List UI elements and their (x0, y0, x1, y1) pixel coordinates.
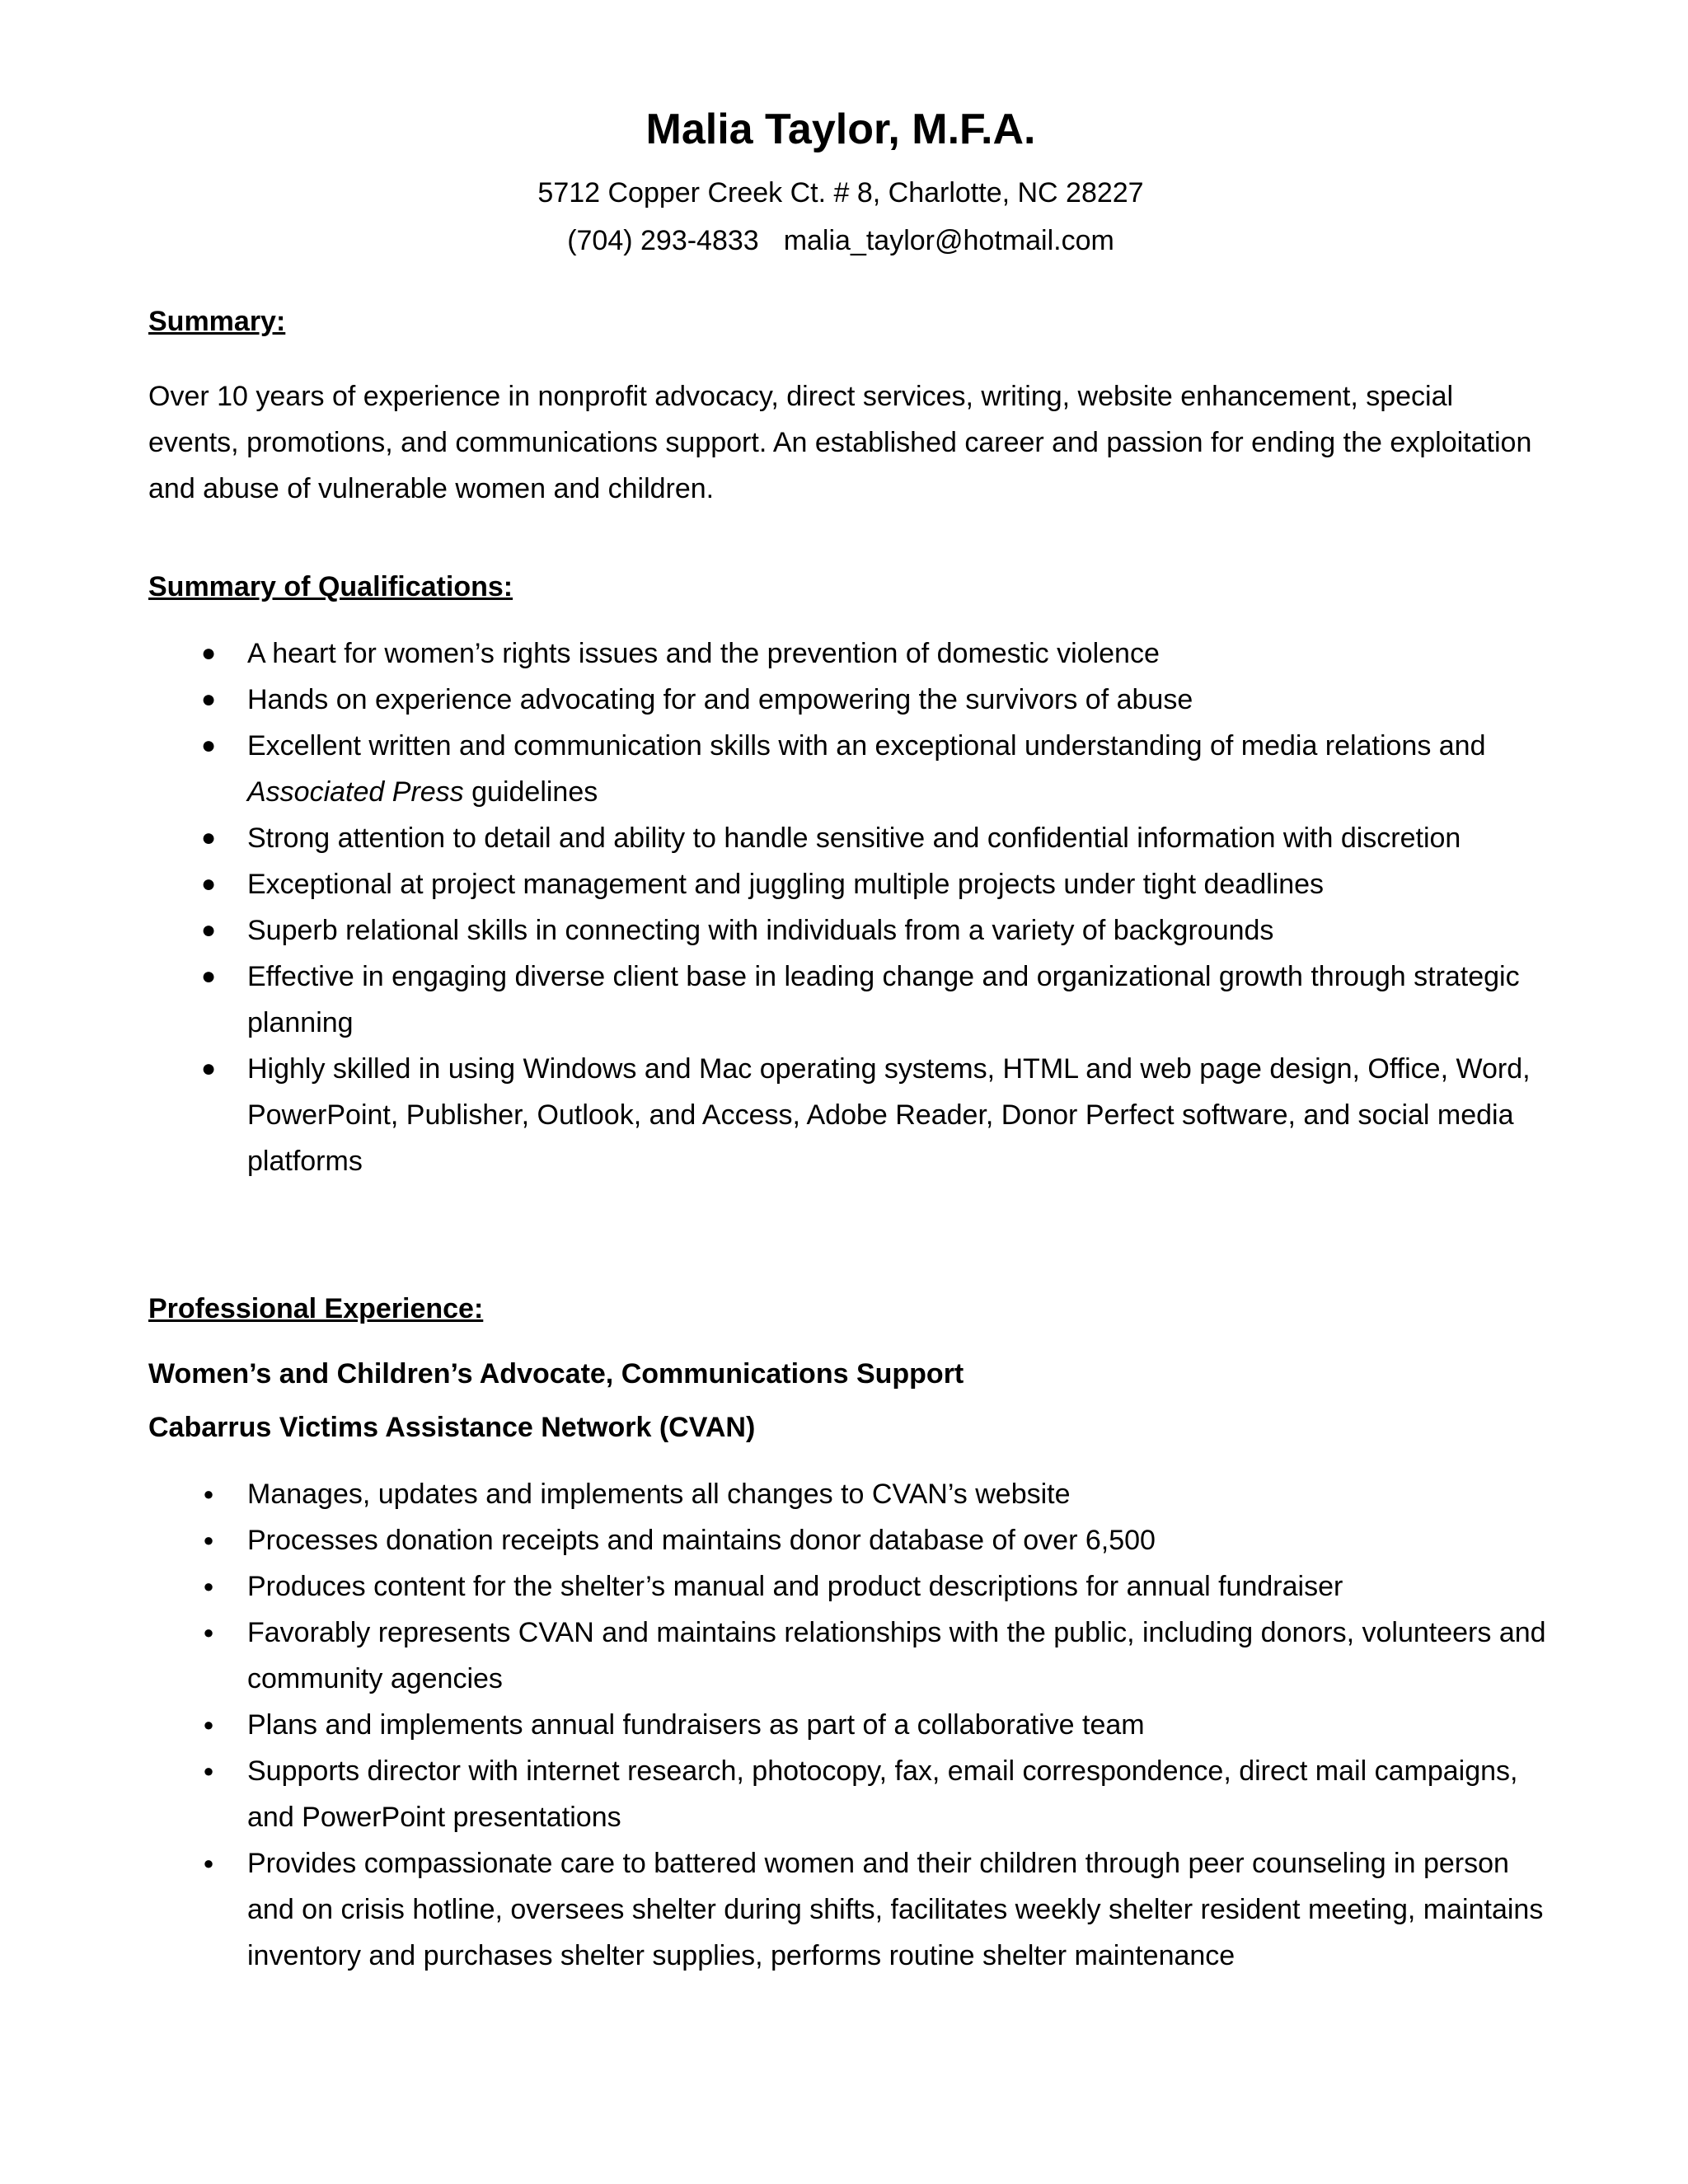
list-item (148, 1046, 1550, 1184)
list-item (148, 815, 1550, 861)
bullet-icon: ● (200, 870, 217, 898)
contact-line (148, 221, 1533, 260)
qualification-text: Highly skilled in using Windows and Mac operating systems, HTML and web page design, Office, Word, PowerPoint, Publisher, Outlook, and Access, Adobe Reader, Donor Perfect software, and social media platforms (247, 1053, 1531, 1177)
resume-page (148, 0, 1550, 2184)
qualification-text: Excellent written and communication skills with an exceptional understanding of media relations and (247, 730, 1486, 762)
list-item (148, 677, 1550, 723)
job-title: Women’s and Children’s Advocate, Communications Support (148, 1358, 964, 1390)
bullet-icon: ● (203, 1853, 214, 1873)
qualifications-heading: Summary of Qualifications: (148, 571, 513, 602)
qualification-text: Hands on experience advocating for and empowering the survivors of abuse (247, 684, 1193, 715)
candidate-name: Malia Taylor, M.F.A. (645, 105, 1036, 153)
duty-text: Processes donation receipts and maintains donor database of over 6,500 (247, 1525, 1156, 1556)
duty-text: Supports director with internet research, photocopy, fax, email correspondence, direct mail campaigns, and PowerPoint presentations (247, 1755, 1518, 1833)
bullet-icon: ● (200, 1055, 217, 1082)
experience-heading: Professional Experience: (148, 1293, 484, 1324)
bullet-icon: ● (203, 1576, 214, 1596)
duty-text: Favorably represents CVAN and maintains relationships with the public, including donors, volunteers and community agencies (247, 1617, 1546, 1694)
list-item (148, 1517, 1550, 1563)
bullet-icon: ● (200, 732, 217, 759)
list-item (148, 1563, 1550, 1610)
duty-text: Manages, updates and implements all changes to CVAN’s website (247, 1479, 1071, 1510)
bullet-icon: ● (200, 824, 217, 851)
address: 5712 Copper Creek Ct. # 8, Charlotte, NC 28227 (537, 177, 1144, 209)
bullet-icon: ● (203, 1530, 214, 1550)
qualification-text: Strong attention to detail and ability to handle sensitive and confidential information with discretion (247, 823, 1461, 854)
bullet-icon: ● (200, 963, 217, 990)
qualification-text: Effective in engaging diverse client base in leading change and organizational growth through strategic planning (247, 961, 1520, 1038)
duty-text: Provides compassionate care to battered women and their children through peer counseling in person and on crisis hotline, oversees shelter during shifts, facilitates weekly shelter resident meeting, maintains inventory and purchases shelter supplies, performs routine shelter maintenance (247, 1848, 1544, 1971)
qualifications-list (148, 630, 1550, 1184)
duties-list (148, 1471, 1550, 1979)
bullet-icon: ● (200, 640, 217, 667)
summary-heading: Summary: (148, 306, 286, 337)
phone-number: (704) 293-4833 (567, 225, 759, 256)
list-item (148, 630, 1550, 677)
bullet-icon: ● (203, 1760, 214, 1781)
list-item (148, 1702, 1550, 1748)
list-item (148, 1471, 1550, 1517)
qualification-text: Exceptional at project management and juggling multiple projects under tight deadlines (247, 869, 1325, 900)
duty-text: Plans and implements annual fundraisers as part of a collaborative team (247, 1709, 1145, 1741)
summary-text: Over 10 years of experience in nonprofit advocacy, direct services, writing, website enhancement, special events, promotions, and communications support. An established career and passion for ending the exploitation and abuse of vulnerable women and children. (148, 381, 1532, 504)
list-item (148, 1748, 1550, 1840)
bullet-icon: ● (203, 1483, 214, 1504)
list-item (148, 907, 1550, 954)
bullet-icon: ● (200, 916, 217, 944)
qualification-text: A heart for women’s rights issues and the prevention of domestic violence (247, 638, 1160, 669)
email-address: malia_taylor@hotmail.com (783, 225, 1114, 256)
qualification-text: Superb relational skills in connecting with individuals from a variety of backgrounds (247, 915, 1274, 946)
bullet-icon: ● (200, 686, 217, 713)
job-organization: Cabarrus Victims Assistance Network (CVAN) (148, 1412, 756, 1443)
list-item (148, 723, 1550, 815)
list-item (148, 954, 1550, 1046)
bullet-icon: ● (203, 1622, 214, 1643)
list-item (148, 861, 1550, 907)
list-item (148, 1610, 1550, 1702)
duty-text: Produces content for the shelter’s manual and product descriptions for annual fundraiser (247, 1571, 1343, 1602)
list-item (148, 1840, 1550, 1979)
italic-term: Associated Press (247, 776, 464, 808)
qualification-text-tail: guidelines (471, 776, 598, 808)
bullet-icon: ● (203, 1714, 214, 1735)
